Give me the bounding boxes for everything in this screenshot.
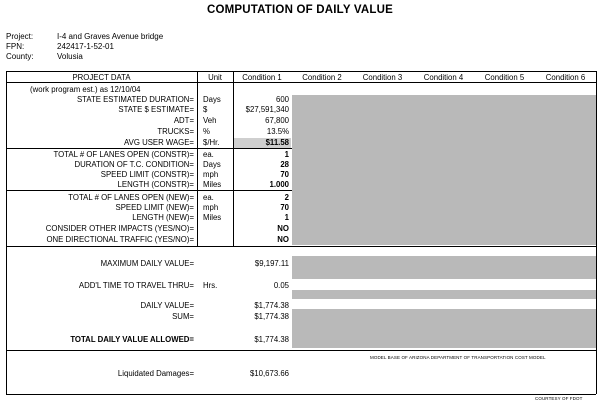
fpn-label: FPN: — [6, 42, 25, 51]
label-adt: ADT= — [173, 116, 194, 125]
daily-sum-shading — [292, 309, 596, 348]
unit-length-constr: Miles — [203, 180, 222, 189]
value-sum: $1,774.38 — [254, 312, 289, 321]
label-state-duration: STATE ESTIMATED DURATION= — [76, 95, 194, 104]
header-project-data: PROJECT DATA — [72, 73, 131, 82]
project-value: I-4 and Graves Avenue bridge — [57, 32, 164, 41]
courtesy-note: COURTESY OF FDOT — [535, 396, 583, 401]
value-lanes-constr: 1 — [284, 150, 289, 159]
header-condition-4: Condition 4 — [423, 73, 464, 82]
value-speed-new: 70 — [280, 203, 289, 212]
addl-time-shading — [292, 290, 596, 299]
header-condition-3: Condition 3 — [362, 73, 403, 82]
unit-speed-new: mph — [203, 203, 219, 212]
model-note: MODEL BASE OF ARIZONA DEPARTMENT OF TRANSPORTATION COST MODEL — [370, 355, 546, 360]
page-bottom-border — [6, 394, 596, 395]
value-length-new: 1 — [284, 213, 289, 222]
label-length-new: LENGTH (NEW)= — [132, 213, 194, 222]
fpn-value: 242417-1-52-01 — [57, 42, 114, 51]
header-condition-2: Condition 2 — [302, 73, 342, 82]
unit-speed-constr: mph — [203, 170, 219, 179]
unit-lanes-new: ea. — [203, 193, 214, 202]
value-length-constr: 1.000 — [269, 180, 289, 189]
value-avg-wage: $11.58 — [265, 138, 289, 147]
county-label: County: — [6, 52, 34, 61]
value-daily-value: $1,774.38 — [254, 301, 289, 310]
unit-lanes-constr: ea. — [203, 150, 214, 159]
label-other-impacts: CONSIDER OTHER IMPACTS (YES/NO)= — [45, 224, 194, 233]
unit-length-new: Miles — [203, 213, 222, 222]
county-value: Volusia — [57, 52, 83, 61]
value-one-directional: NO — [277, 235, 289, 244]
section2-divider — [6, 190, 292, 191]
unit-avg-wage: $/Hr. — [203, 138, 220, 147]
value-liquidated-damages: $10,673.66 — [249, 369, 289, 378]
label-trucks: TRUCKS= — [157, 127, 194, 136]
label-daily-value: DAILY VALUE= — [140, 301, 194, 310]
results-bottom-border — [6, 350, 596, 351]
header-condition-6: Condition 6 — [545, 73, 586, 82]
label-tc-duration: DURATION OF T.C. CONDITION= — [74, 160, 194, 169]
table-right-border — [596, 71, 597, 394]
page-title: COMPUTATION OF DAILY VALUE — [206, 4, 393, 16]
label-max-daily-value: MAXIMUM DAILY VALUE= — [100, 259, 194, 268]
label-addl-time: ADD'L TIME TO TRAVEL THRU= — [78, 281, 194, 290]
unit-state-estimate: $ — [203, 105, 208, 114]
header-bottom-border — [6, 82, 596, 83]
label-liquidated-damages: Liquidated Damages= — [117, 369, 194, 378]
value-adt: 67,800 — [265, 116, 289, 125]
section3-divider — [6, 246, 596, 247]
max-value-shading — [292, 256, 596, 279]
value-speed-constr: 70 — [280, 170, 289, 179]
section1-divider — [6, 148, 292, 149]
label-state-estimate: STATE $ ESTIMATE= — [118, 105, 194, 114]
header-unit: Unit — [208, 73, 222, 82]
label-one-directional: ONE DIRECTIONAL TRAFFIC (YES/NO)= — [46, 235, 194, 244]
label-lanes-new: TOTAL # OF LANES OPEN (NEW)= — [68, 193, 194, 202]
conditions-shading-block — [292, 95, 596, 245]
value-other-impacts: NO — [277, 224, 289, 233]
header-condition-5: Condition 5 — [484, 73, 525, 82]
unit-addl-time: Hrs. — [203, 281, 218, 290]
program-note: (work program est.) as 12/10/04 — [30, 85, 141, 94]
label-speed-constr: SPEED LIMIT (CONSTR)= — [100, 170, 194, 179]
value-tc-duration: 28 — [280, 160, 289, 169]
unit-trucks: % — [203, 127, 210, 136]
label-speed-new: SPEED LIMIT (NEW)= — [115, 203, 194, 212]
value-state-duration: 600 — [275, 95, 289, 104]
value-trucks: 13.5% — [266, 127, 289, 136]
label-avg-wage: AVG USER WAGE= — [124, 138, 194, 147]
unit-column-divider — [197, 71, 198, 246]
value-lanes-new: 2 — [284, 193, 289, 202]
project-label: Project: — [6, 32, 34, 41]
value-state-estimate: $27,591,340 — [245, 105, 289, 114]
label-lanes-constr: TOTAL # OF LANES OPEN (CONSTR)= — [53, 150, 194, 159]
label-total-daily-value: TOTAL DAILY VALUE ALLOWED= — [70, 335, 194, 344]
table-top-border — [6, 71, 596, 72]
unit-adt: Veh — [203, 116, 217, 125]
label-length-constr: LENGTH (CONSTR)= — [117, 180, 194, 189]
value-addl-time: 0.05 — [273, 281, 289, 290]
value-total-daily-value: $1,774.38 — [254, 335, 289, 344]
header-condition-1: Condition 1 — [242, 73, 282, 82]
unit-tc-duration: Days — [203, 160, 221, 169]
unit-state-duration: Days — [203, 95, 221, 104]
value-max-daily-value: $9,197.11 — [254, 259, 289, 268]
label-sum: SUM= — [172, 312, 194, 321]
